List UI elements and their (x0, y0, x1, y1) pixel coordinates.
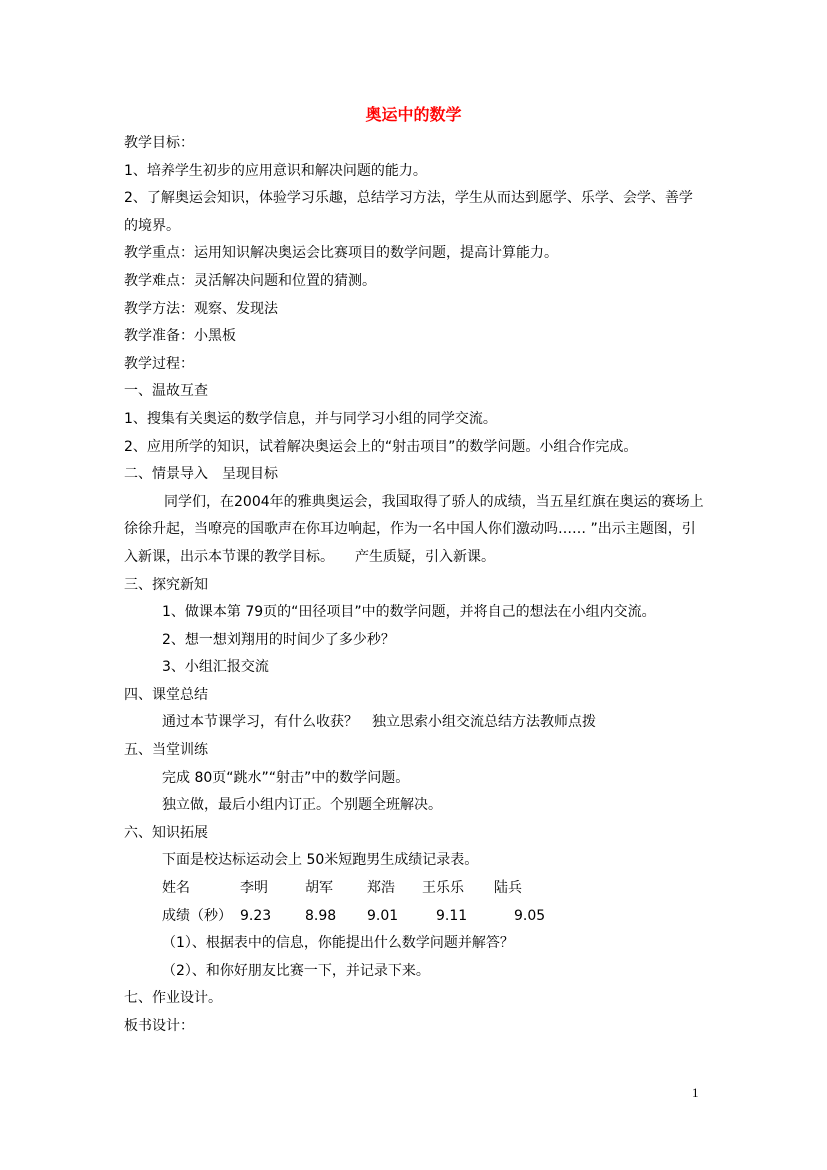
key-point: 教学重点：运用知识解决奥运会比赛项目的数学问题，提高计算能力。 (124, 245, 558, 262)
table-cell: 胡军 (305, 880, 333, 897)
board-design: 板书设计： (124, 1018, 194, 1034)
goals-heading: 教学目标： (124, 135, 194, 151)
score-table (162, 875, 545, 930)
goal-item-1: 1、培养学生初步的应用意识和解决问题的能力。 (124, 162, 427, 179)
table-cell: 陆兵 (494, 880, 522, 897)
section-3-item-3: 3、小组汇报交流 (162, 659, 269, 676)
section-3-item-2: 2、想一想刘翔用的时间少了多少秒？ (162, 631, 395, 648)
question-2: （2）、和你好朋友比赛一下，并记录下来。 (162, 962, 430, 979)
document-body (124, 130, 704, 1041)
table-cell: 8.98 (305, 907, 337, 924)
table-cell: 郑浩 (367, 880, 395, 897)
table-row (162, 875, 545, 903)
section-3-item-1: 1、做课本第 79页的“田径项目”中的数学问题，并将自己的想法在小组内交流。 (162, 604, 656, 621)
table-header-name: 姓名 (162, 880, 190, 897)
section-1-item-2: 2、应用所学的知识，试着解决奥运会上的“射击项目”的数学问题。小组合作完成。 (124, 438, 638, 455)
page-title: 奥运中的数学 (365, 105, 462, 124)
section-6-intro: 下面是校达标运动会上 50米短跑男生成绩记录表。 (162, 852, 479, 869)
section-2-heading: 二、情景导入 呈现目标 (124, 466, 278, 483)
section-6-heading: 六、知识拓展 (124, 824, 208, 841)
section-5-heading: 五、当堂训练 (124, 742, 208, 759)
section-5-line-2: 独立做，最后小组内订正。个别题全班解决。 (162, 797, 442, 814)
section-1-item-1: 1、搜集有关奥运的数学信息，并与同学习小组的同学交流。 (124, 410, 497, 427)
table-cell: 9.01 (367, 907, 399, 924)
table-header-score: 成绩（秒） (162, 907, 232, 924)
difficulty: 教学难点：灵活解决问题和位置的猜测。 (124, 272, 376, 289)
section-4-text: 通过本节课学习，有什么收获？ 独立思索小组交流总结方法教师点拨 (162, 714, 596, 731)
process-heading: 教学过程： (124, 355, 194, 372)
table-cell: 9.11 (436, 907, 468, 924)
table-cell: 9.05 (514, 907, 546, 924)
section-5-line-1: 完成 80页“跳水”“射击”中的数学问题。 (162, 769, 410, 786)
table-row (162, 903, 545, 931)
section-4-heading: 四、课堂总结 (124, 686, 208, 703)
table-cell: 李明 (240, 880, 268, 897)
section-7-heading: 七、作业设计。 (124, 990, 222, 1007)
table-cell: 王乐乐 (422, 880, 464, 897)
teaching-method: 教学方法：观察、发现法 (124, 300, 278, 317)
section-3-heading: 三、探究新知 (124, 576, 208, 593)
page-number: 1 (692, 1085, 699, 1100)
section-2-paragraph: 同学们，在2004年的雅典奥运会，我国取得了骄人的成绩，当五星红旗在奥运的赛场上徐徐升起，当嘹亮的国歌声在你耳边响起，作为一名中国人你们激动吗…… ”出示主题图，引入新课，出示本节课的教学目标。 产生质疑，引入新课。 (124, 493, 704, 565)
table-cell: 9.23 (240, 907, 272, 924)
question-1: （1）、根据表中的信息，你能提出什么数学问题并解答？ (162, 935, 514, 952)
teaching-preparation: 教学准备：小黑板 (124, 328, 236, 345)
goal-item-2: 2、了解奥运会知识，体验学习乐趣，总结学习方法，学生从而达到愿学、乐学、会学、善学的境界。 (124, 190, 693, 234)
section-1-heading: 一、温故互查 (124, 383, 208, 400)
